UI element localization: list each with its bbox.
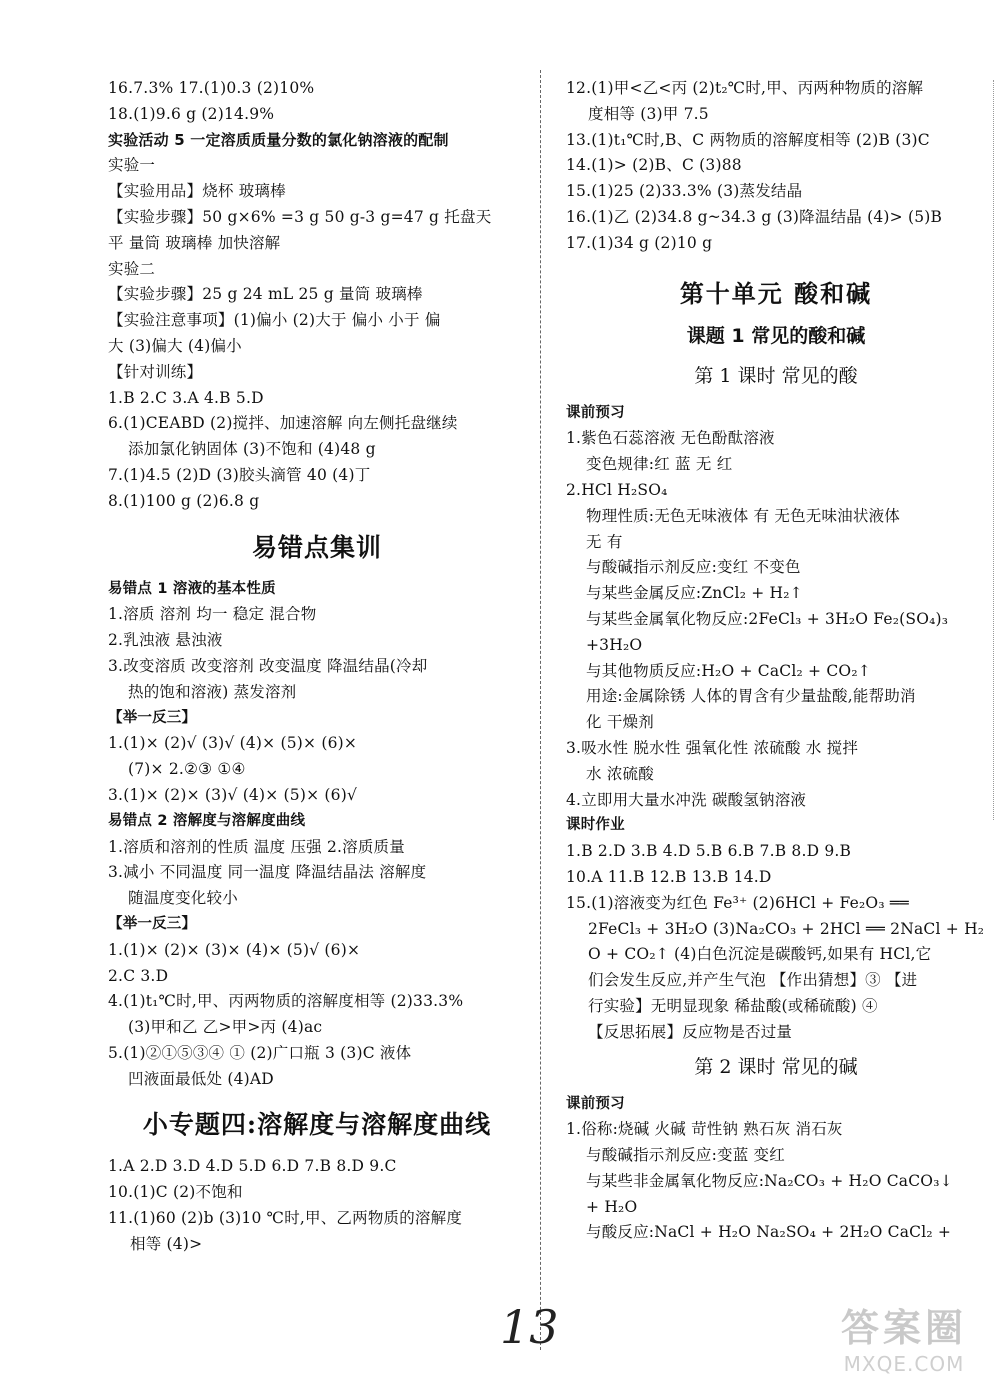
- answer-line: 2FeCl₃ + 3H₂O (3)Na₂CO₃ + 2HCl ══ 2NaCl + H₂: [588, 919, 985, 938]
- lesson-title: 第 2 课时 常见的碱: [694, 1055, 858, 1078]
- answer-line: 15.(1)溶液变为红色 Fe³⁺ (2)6HCl + Fe₂O₃ ══: [566, 893, 909, 912]
- watermark-top-text: 答案圈: [840, 1306, 967, 1350]
- answer-line: 度相等 (3)甲 7.5: [588, 104, 709, 123]
- answer-line: 大 (3)偏大 (4)偏小: [108, 336, 242, 355]
- answer-line: (3)甲和乙 乙>甲>丙 (4)ac: [128, 1018, 323, 1037]
- answer-line: 1.溶质和溶剂的性质 温度 压强 2.溶质质量: [108, 837, 405, 856]
- section-heading-xiaozhuanti: 小专题四:溶解度与溶解度曲线: [142, 1110, 492, 1140]
- subsection-title: 易错点 1 溶液的基本性质: [108, 580, 276, 597]
- answer-line: 1.(1)× (2)√ (3)√ (4)× (5)× (6)×: [108, 734, 358, 753]
- answer-line: 14.(1)> (2)B、C (3)88: [566, 156, 742, 175]
- answer-line: 4.立即用大量水冲洗 碳酸氢钠溶液: [566, 790, 807, 809]
- answer-line: 15.(1)25 (2)33.3% (3)蒸发结晶: [566, 182, 803, 201]
- answer-line: 实验二: [108, 259, 156, 278]
- answer-line: 3.减小 不同温度 同一温度 降温结晶法 溶解度: [108, 863, 427, 882]
- answer-line: 热的饱和溶液) 蒸发溶剂: [128, 682, 297, 701]
- answer-line: 【举一反三】: [108, 915, 197, 932]
- answer-line: 4.(1)t₁℃时,甲、丙两物质的溶解度相等 (2)33.3%: [108, 992, 464, 1011]
- watermark-bottom-text: MXQE.COM: [843, 1352, 965, 1376]
- homework-label: 课时作业: [566, 817, 625, 834]
- answer-line: 【反思拓展】反应物是否过量: [588, 1022, 793, 1041]
- answer-line: 6.(1)CEABD (2)搅拌、加速溶解 向左侧托盘继续: [108, 414, 458, 433]
- subsection-title: 易错点 2 溶解度与溶解度曲线: [108, 812, 306, 829]
- answer-line: 无 有: [586, 532, 623, 551]
- lesson-title: 第 1 课时 常见的酸: [694, 364, 858, 387]
- answer-line: 行实验】无明显现象 稀盐酸(或稀硫酸) ④: [588, 996, 878, 1015]
- watermark-logo: [820, 1297, 988, 1381]
- answer-line: 随温度变化较小: [128, 889, 238, 908]
- answer-line: (7)× 2.②③ ①④: [128, 760, 246, 779]
- answer-line: 8.(1)100 g (2)6.8 g: [108, 491, 260, 510]
- answer-line: 与某些金属反应:ZnCl₂ + H₂↑: [586, 584, 803, 603]
- answer-line: 1.A 2.D 3.D 4.D 5.D 6.D 7.B 8.D 9.C: [108, 1157, 397, 1176]
- answer-line: 18.(1)9.6 g (2)14.9%: [108, 104, 275, 123]
- activity-title: 实验活动 5 一定溶质质量分数的氯化钠溶液的配制: [108, 130, 449, 149]
- answer-line: 【针对训练】: [108, 362, 203, 381]
- answer-line: 2.乳浊液 悬浊液: [108, 631, 223, 650]
- answer-line: 【实验用品】烧杯 玻璃棒: [108, 182, 286, 201]
- answer-line: 【实验步骤】50 g×6% =3 g 50 g-3 g=47 g 托盘天: [108, 207, 492, 226]
- answer-line: 化 干燥剂: [586, 713, 654, 732]
- answer-line: 与某些非金属氧化物反应:Na₂CO₃ + H₂O CaCO₃↓: [586, 1171, 953, 1190]
- answer-line: 变色规律:红 蓝 无 红: [586, 455, 733, 474]
- answer-line: 凹液面最低处 (4)AD: [128, 1069, 274, 1088]
- answer-line: 相等 (4)>: [130, 1234, 203, 1253]
- answer-line: 与其他物质反应:H₂O + CaCl₂ + CO₂↑: [586, 661, 871, 680]
- answer-line: 2.HCl H₂SO₄: [566, 480, 668, 499]
- answer-line: 1.紫色石蕊溶液 无色酚酞溶液: [566, 429, 775, 448]
- answer-line: 7.(1)4.5 (2)D (3)胶头滴管 40 (4)丁: [108, 465, 371, 484]
- answer-line: 12.(1)甲<乙<丙 (2)t₂℃时,甲、丙两种物质的溶解: [566, 79, 924, 97]
- answer-line: O + CO₂↑ (4)白色沉淀是碳酸钙,如果有 HCl,它: [588, 945, 932, 964]
- section-heading-yicuo: 易错点集训: [251, 532, 382, 562]
- answer-line: 3.吸水性 脱水性 强氧化性 浓硫酸 水 搅拌: [566, 738, 859, 757]
- answer-line: 1.B 2.D 3.B 4.D 5.B 6.B 7.B 8.D 9.B: [566, 842, 852, 861]
- answer-line: 与某些金属氧化物反应:2FeCl₃ + 3H₂O Fe₂(SO₄)₃: [586, 609, 949, 628]
- answer-line: 11.(1)60 (2)b (3)10 ℃时,甲、乙两物质的溶解度: [108, 1209, 463, 1228]
- answer-line: 们会发生反应,并产生气泡 【作出猜想】③ 【进: [588, 971, 918, 990]
- answer-line: 平 量筒 玻璃棒 加快溶解: [108, 233, 281, 252]
- preview-label: 课前预习: [566, 1095, 625, 1112]
- answer-line: 1.溶质 溶剂 均一 稳定 混合物: [108, 605, 317, 624]
- answer-line: 17.(1)34 g (2)10 g: [566, 233, 713, 252]
- unit-title: 第十单元 酸和碱: [679, 278, 873, 308]
- answer-line: 实验一: [108, 156, 156, 175]
- answer-line: 【举一反三】: [108, 709, 197, 726]
- answer-line: 13.(1)t₁℃时,B、C 两物质的溶解度相等 (2)B (3)C: [566, 130, 930, 149]
- answer-line: 16.(1)乙 (2)34.8 g~34.3 g (3)降温结晶 (4)> (5)B: [566, 207, 943, 226]
- page-edge-mark: [993, 80, 1000, 820]
- answer-line: 10.(1)C (2)不饱和: [108, 1183, 243, 1202]
- answer-line: 1.俗称:烧碱 火碱 苛性钠 熟石灰 消石灰: [566, 1120, 843, 1139]
- answer-line: 与酸碱指示剂反应:变红 不变色: [586, 558, 801, 577]
- answer-line: 与酸反应:NaCl + H₂O Na₂SO₄ + 2H₂O CaCl₂ +: [586, 1223, 952, 1242]
- answer-line: 2.C 3.D: [108, 966, 169, 985]
- answer-line: 添加氯化钠固体 (3)不饱和 (4)48 g: [128, 440, 376, 459]
- answer-line: 物理性质:无色无味液体 有 无色无味油状液体: [586, 506, 900, 525]
- answer-line: 【实验步骤】25 g 24 mL 25 g 量筒 玻璃棒: [108, 285, 423, 304]
- answer-line: 3.改变溶质 改变溶剂 改变温度 降温结晶(冷却: [108, 656, 428, 675]
- page-number: 13: [500, 1300, 559, 1354]
- answer-line: 1.(1)× (2)× (3)× (4)× (5)√ (6)×: [108, 940, 361, 959]
- left-column: [108, 76, 526, 1258]
- answer-line: 5.(1)②①⑤③④ ① (2)广口瓶 3 (3)C 液体: [108, 1043, 412, 1062]
- answer-line: 3.(1)× (2)× (3)√ (4)× (5)× (6)√: [108, 785, 358, 804]
- preview-label: 课前预习: [566, 404, 625, 421]
- right-column: [566, 76, 986, 1246]
- answer-line: 与酸碱指示剂反应:变蓝 变红: [586, 1146, 785, 1165]
- answer-line: +3H₂O: [586, 635, 643, 654]
- answer-line: + H₂O: [586, 1197, 638, 1216]
- answer-line: 【实验注意事项】(1)偏小 (2)大于 偏小 小于 偏: [108, 311, 441, 330]
- answer-line: 1.B 2.C 3.A 4.B 5.D: [108, 388, 264, 407]
- answer-line: 用途:金属除锈 人体的胃含有少量盐酸,能帮助消: [586, 687, 916, 706]
- answer-line: 10.A 11.B 12.B 13.B 14.D: [566, 867, 772, 886]
- topic-title: 课题 1 常见的酸和碱: [686, 324, 866, 347]
- column-divider: [540, 70, 541, 1350]
- answer-line: 16.7.3% 17.(1)0.3 (2)10%: [108, 79, 315, 97]
- answer-line: 水 浓硫酸: [586, 764, 654, 783]
